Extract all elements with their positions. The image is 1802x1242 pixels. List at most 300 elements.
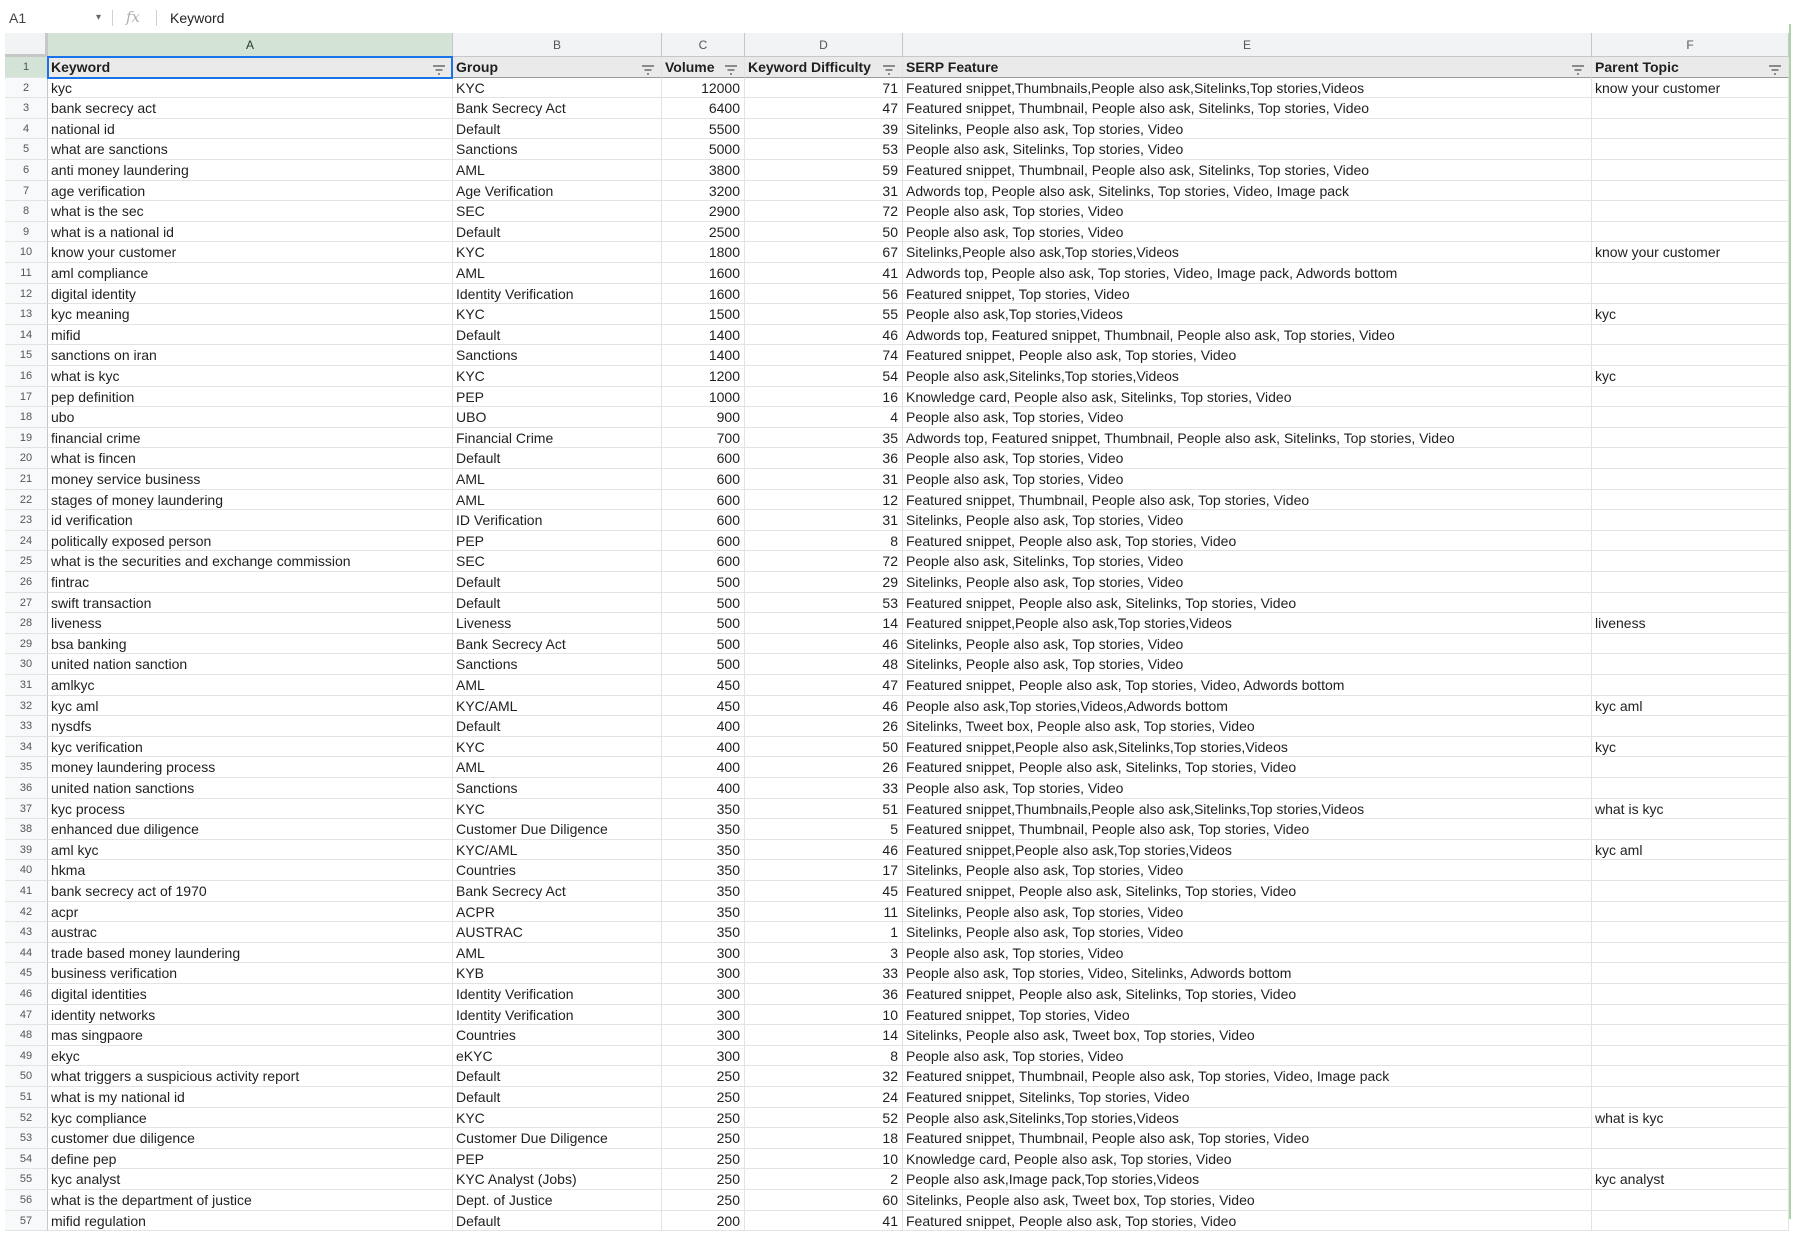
table-cell[interactable]: what are sanctions [48, 139, 453, 160]
table-cell[interactable]: national id [48, 119, 453, 140]
row-number[interactable]: 53 [5, 1128, 48, 1149]
table-cell[interactable]: 67 [745, 242, 903, 263]
table-cell[interactable]: Featured snippet, People also ask, Sitelinks, Top stories, Video [903, 984, 1592, 1005]
table-cell[interactable] [1592, 634, 1789, 655]
table-cell[interactable]: KYC/AML [453, 696, 662, 717]
table-cell[interactable]: kyc [1592, 737, 1789, 758]
name-box[interactable]: A1 [9, 10, 27, 26]
table-cell[interactable]: Featured snippet, People also ask, Top stories, Video [903, 1211, 1592, 1232]
header-cell-d[interactable] [745, 57, 903, 78]
table-cell[interactable]: 18 [745, 1128, 903, 1149]
table-cell[interactable] [1592, 510, 1789, 531]
table-cell[interactable]: kyc aml [48, 696, 453, 717]
row-number[interactable]: 29 [5, 634, 48, 655]
table-cell[interactable]: 700 [662, 428, 745, 449]
table-cell[interactable]: aml kyc [48, 840, 453, 861]
table-cell[interactable] [1592, 1149, 1789, 1170]
table-cell[interactable]: 1200 [662, 366, 745, 387]
table-cell[interactable]: 400 [662, 737, 745, 758]
table-cell[interactable]: 74 [745, 345, 903, 366]
table-cell[interactable]: 250 [662, 1128, 745, 1149]
table-cell[interactable]: what is the sec [48, 201, 453, 222]
table-cell[interactable]: 1800 [662, 242, 745, 263]
table-cell[interactable]: 900 [662, 407, 745, 428]
table-cell[interactable]: 250 [662, 1190, 745, 1211]
table-cell[interactable]: AML [453, 757, 662, 778]
table-cell[interactable]: united nation sanctions [48, 778, 453, 799]
table-cell[interactable]: Sitelinks, People also ask, Tweet box, Top stories, Video [903, 1190, 1592, 1211]
table-cell[interactable] [1592, 551, 1789, 572]
row-number[interactable]: 13 [5, 304, 48, 325]
table-cell[interactable]: Default [453, 222, 662, 243]
table-cell[interactable]: 400 [662, 778, 745, 799]
table-cell[interactable]: kyc compliance [48, 1108, 453, 1129]
table-cell[interactable]: People also ask, Top stories, Video [903, 778, 1592, 799]
table-cell[interactable]: 47 [745, 98, 903, 119]
table-cell[interactable]: Default [453, 1066, 662, 1087]
table-cell[interactable]: enhanced due diligence [48, 819, 453, 840]
table-cell[interactable]: 50 [745, 737, 903, 758]
table-cell[interactable]: financial crime [48, 428, 453, 449]
table-cell[interactable]: 250 [662, 1087, 745, 1108]
table-cell[interactable]: 54 [745, 366, 903, 387]
row-number[interactable]: 24 [5, 531, 48, 552]
table-cell[interactable]: 600 [662, 531, 745, 552]
row-number[interactable]: 47 [5, 1005, 48, 1026]
row-number[interactable]: 50 [5, 1066, 48, 1087]
row-number[interactable]: 30 [5, 654, 48, 675]
table-cell[interactable]: Customer Due Diligence [453, 819, 662, 840]
table-cell[interactable]: mifid regulation [48, 1211, 453, 1232]
table-cell[interactable]: 41 [745, 263, 903, 284]
table-cell[interactable]: 500 [662, 613, 745, 634]
table-cell[interactable]: KYC [453, 1108, 662, 1129]
table-cell[interactable] [1592, 490, 1789, 511]
table-cell[interactable]: SEC [453, 551, 662, 572]
table-cell[interactable]: 41 [745, 1211, 903, 1232]
row-number[interactable]: 6 [5, 160, 48, 181]
table-cell[interactable] [1592, 407, 1789, 428]
table-cell[interactable]: Knowledge card, People also ask, Top stories, Video [903, 1149, 1592, 1170]
row-number[interactable]: 31 [5, 675, 48, 696]
table-cell[interactable]: kyc [1592, 366, 1789, 387]
table-cell[interactable]: Featured snippet, Thumbnail, People also ask, Top stories, Video [903, 490, 1592, 511]
table-cell[interactable]: customer due diligence [48, 1128, 453, 1149]
table-cell[interactable] [1592, 428, 1789, 449]
row-number[interactable]: 28 [5, 613, 48, 634]
column-header-c[interactable]: C [662, 33, 745, 57]
table-cell[interactable]: 11 [745, 902, 903, 923]
table-cell[interactable]: KYC Analyst (Jobs) [453, 1169, 662, 1190]
row-number[interactable]: 1 [5, 57, 48, 78]
table-cell[interactable]: 2 [745, 1169, 903, 1190]
table-cell[interactable]: 12000 [662, 78, 745, 99]
table-cell[interactable]: 1400 [662, 345, 745, 366]
table-cell[interactable]: ubo [48, 407, 453, 428]
row-number[interactable]: 57 [5, 1211, 48, 1232]
table-cell[interactable]: Default [453, 448, 662, 469]
table-cell[interactable]: 600 [662, 551, 745, 572]
table-cell[interactable] [1592, 469, 1789, 490]
table-cell[interactable] [1592, 448, 1789, 469]
table-cell[interactable] [1592, 1025, 1789, 1046]
table-cell[interactable]: Adwords top, Featured snippet, Thumbnail, People also ask, Top stories, Video [903, 325, 1592, 346]
table-cell[interactable]: Default [453, 593, 662, 614]
table-cell[interactable]: KYC [453, 242, 662, 263]
table-cell[interactable]: Sitelinks, People also ask, Tweet box, Top stories, Video [903, 1025, 1592, 1046]
table-cell[interactable]: Featured snippet, Thumbnail, People also ask, Sitelinks, Top stories, Video [903, 160, 1592, 181]
table-cell[interactable]: 350 [662, 860, 745, 881]
table-cell[interactable]: fintrac [48, 572, 453, 593]
table-cell[interactable]: 3200 [662, 181, 745, 202]
table-cell[interactable] [1592, 881, 1789, 902]
table-cell[interactable]: 1000 [662, 387, 745, 408]
table-cell[interactable]: 2500 [662, 222, 745, 243]
table-cell[interactable]: 350 [662, 922, 745, 943]
table-cell[interactable]: Featured snippet, Thumbnail, People also ask, Top stories, Video [903, 1128, 1592, 1149]
table-cell[interactable]: People also ask, Sitelinks, Top stories, Video [903, 551, 1592, 572]
table-cell[interactable]: Featured snippet, Thumbnail, People also ask, Sitelinks, Top stories, Video [903, 98, 1592, 119]
table-cell[interactable]: 14 [745, 1025, 903, 1046]
table-cell[interactable]: Featured snippet, People also ask, Sitelinks, Top stories, Video [903, 593, 1592, 614]
table-cell[interactable]: Sitelinks,People also ask,Top stories,Videos [903, 242, 1592, 263]
table-cell[interactable]: ekyc [48, 1046, 453, 1067]
table-cell[interactable]: 200 [662, 1211, 745, 1232]
header-cell-f[interactable] [1592, 57, 1789, 78]
table-cell[interactable] [1592, 345, 1789, 366]
table-cell[interactable]: Featured snippet, Top stories, Video [903, 1005, 1592, 1026]
table-cell[interactable]: 500 [662, 572, 745, 593]
row-number[interactable]: 8 [5, 201, 48, 222]
header-cell-a[interactable] [48, 57, 453, 78]
table-cell[interactable]: Bank Secrecy Act [453, 881, 662, 902]
row-number[interactable]: 10 [5, 242, 48, 263]
table-cell[interactable]: People also ask, Top stories, Video [903, 222, 1592, 243]
row-number[interactable]: 7 [5, 181, 48, 202]
table-cell[interactable]: 39 [745, 119, 903, 140]
row-number[interactable]: 4 [5, 119, 48, 140]
table-cell[interactable]: 400 [662, 716, 745, 737]
table-cell[interactable] [1592, 1005, 1789, 1026]
table-cell[interactable]: amlkyc [48, 675, 453, 696]
table-cell[interactable]: ID Verification [453, 510, 662, 531]
row-number[interactable]: 43 [5, 922, 48, 943]
table-cell[interactable]: 53 [745, 139, 903, 160]
row-number[interactable]: 21 [5, 469, 48, 490]
table-cell[interactable]: PEP [453, 387, 662, 408]
row-number[interactable]: 45 [5, 963, 48, 984]
table-cell[interactable]: 250 [662, 1066, 745, 1087]
row-number[interactable]: 37 [5, 799, 48, 820]
row-number[interactable]: 38 [5, 819, 48, 840]
table-cell[interactable]: AML [453, 490, 662, 511]
table-cell[interactable]: what is the securities and exchange commission [48, 551, 453, 572]
table-cell[interactable]: pep definition [48, 387, 453, 408]
table-cell[interactable]: PEP [453, 1149, 662, 1170]
row-number[interactable]: 3 [5, 98, 48, 119]
table-cell[interactable]: kyc analyst [1592, 1169, 1789, 1190]
table-cell[interactable]: know your customer [1592, 78, 1789, 99]
table-cell[interactable]: AML [453, 943, 662, 964]
table-cell[interactable]: Financial Crime [453, 428, 662, 449]
table-cell[interactable]: 2900 [662, 201, 745, 222]
table-cell[interactable]: austrac [48, 922, 453, 943]
table-cell[interactable]: united nation sanction [48, 654, 453, 675]
table-cell[interactable] [1592, 1046, 1789, 1067]
table-cell[interactable]: Identity Verification [453, 1005, 662, 1026]
table-cell[interactable]: Adwords top, People also ask, Top stories, Video, Image pack, Adwords bottom [903, 263, 1592, 284]
filter-icon[interactable] [724, 61, 738, 73]
table-cell[interactable]: 31 [745, 469, 903, 490]
table-cell[interactable]: 300 [662, 1046, 745, 1067]
table-cell[interactable]: Bank Secrecy Act [453, 98, 662, 119]
filter-icon[interactable] [1571, 61, 1585, 73]
header-cell-c[interactable] [662, 57, 745, 78]
row-number[interactable]: 2 [5, 78, 48, 99]
table-cell[interactable]: 1600 [662, 263, 745, 284]
table-cell[interactable] [1592, 387, 1789, 408]
table-cell[interactable]: AUSTRAC [453, 922, 662, 943]
table-cell[interactable]: People also ask,Sitelinks,Top stories,Videos [903, 366, 1592, 387]
table-cell[interactable]: 52 [745, 1108, 903, 1129]
column-header-f[interactable]: F [1592, 33, 1789, 57]
table-cell[interactable]: 36 [745, 448, 903, 469]
table-cell[interactable]: bsa banking [48, 634, 453, 655]
table-cell[interactable]: Sitelinks, People also ask, Top stories, Video [903, 654, 1592, 675]
row-number[interactable]: 9 [5, 222, 48, 243]
filter-icon[interactable] [432, 61, 446, 73]
table-cell[interactable]: Dept. of Justice [453, 1190, 662, 1211]
table-cell[interactable]: 8 [745, 1046, 903, 1067]
table-cell[interactable] [1592, 984, 1789, 1005]
table-cell[interactable]: 600 [662, 469, 745, 490]
table-cell[interactable] [1592, 902, 1789, 923]
table-cell[interactable]: AML [453, 263, 662, 284]
table-cell[interactable]: KYC [453, 366, 662, 387]
chevron-down-icon[interactable]: ▾ [96, 12, 102, 23]
table-cell[interactable] [1592, 181, 1789, 202]
table-cell[interactable]: politically exposed person [48, 531, 453, 552]
table-cell[interactable] [1592, 98, 1789, 119]
row-number[interactable]: 12 [5, 284, 48, 305]
table-cell[interactable]: Featured snippet, People also ask, Top stories, Video, Adwords bottom [903, 675, 1592, 696]
row-number[interactable]: 48 [5, 1025, 48, 1046]
formula-input[interactable]: Keyword [170, 10, 225, 26]
table-cell[interactable]: identity networks [48, 1005, 453, 1026]
table-cell[interactable]: 55 [745, 304, 903, 325]
table-cell[interactable]: 300 [662, 1005, 745, 1026]
table-cell[interactable] [1592, 922, 1789, 943]
column-header-d[interactable]: D [745, 33, 903, 57]
row-number[interactable]: 55 [5, 1169, 48, 1190]
table-cell[interactable]: People also ask,Image pack,Top stories,Videos [903, 1169, 1592, 1190]
table-cell[interactable]: 46 [745, 840, 903, 861]
table-cell[interactable]: Sanctions [453, 654, 662, 675]
table-cell[interactable]: 600 [662, 448, 745, 469]
table-cell[interactable]: 1 [745, 922, 903, 943]
table-cell[interactable]: People also ask, Sitelinks, Top stories, Video [903, 139, 1592, 160]
table-cell[interactable]: Customer Due Diligence [453, 1128, 662, 1149]
table-cell[interactable]: 48 [745, 654, 903, 675]
row-number[interactable]: 19 [5, 428, 48, 449]
table-cell[interactable]: 250 [662, 1169, 745, 1190]
table-cell[interactable]: 300 [662, 1025, 745, 1046]
table-cell[interactable]: 300 [662, 984, 745, 1005]
table-cell[interactable]: People also ask, Top stories, Video [903, 407, 1592, 428]
table-cell[interactable]: kyc verification [48, 737, 453, 758]
table-cell[interactable]: kyc process [48, 799, 453, 820]
row-number[interactable]: 33 [5, 716, 48, 737]
table-cell[interactable]: digital identity [48, 284, 453, 305]
table-cell[interactable] [1592, 963, 1789, 984]
table-cell[interactable]: liveness [48, 613, 453, 634]
table-cell[interactable]: Sitelinks, People also ask, Top stories, Video [903, 902, 1592, 923]
table-cell[interactable]: 350 [662, 902, 745, 923]
table-cell[interactable]: Sitelinks, People also ask, Top stories, Video [903, 572, 1592, 593]
row-number[interactable]: 32 [5, 696, 48, 717]
table-cell[interactable]: kyc [1592, 304, 1789, 325]
table-cell[interactable]: money laundering process [48, 757, 453, 778]
column-header-a[interactable]: A [48, 33, 453, 57]
table-cell[interactable]: Featured snippet, Top stories, Video [903, 284, 1592, 305]
table-cell[interactable] [1592, 716, 1789, 737]
table-cell[interactable]: Sitelinks, People also ask, Top stories, Video [903, 634, 1592, 655]
table-cell[interactable]: 400 [662, 757, 745, 778]
table-cell[interactable]: People also ask, Top stories, Video [903, 943, 1592, 964]
row-number[interactable]: 36 [5, 778, 48, 799]
table-cell[interactable]: Sanctions [453, 345, 662, 366]
select-all-corner[interactable] [5, 33, 48, 57]
table-cell[interactable]: AML [453, 469, 662, 490]
table-cell[interactable]: id verification [48, 510, 453, 531]
row-number[interactable]: 51 [5, 1087, 48, 1108]
filter-icon[interactable] [1768, 61, 1782, 73]
table-cell[interactable]: 29 [745, 572, 903, 593]
row-number[interactable]: 44 [5, 943, 48, 964]
table-cell[interactable]: mas singpaore [48, 1025, 453, 1046]
table-cell[interactable]: 31 [745, 181, 903, 202]
table-cell[interactable] [1592, 1128, 1789, 1149]
table-cell[interactable]: kyc aml [1592, 840, 1789, 861]
row-number[interactable]: 23 [5, 510, 48, 531]
row-number[interactable]: 52 [5, 1108, 48, 1129]
table-cell[interactable]: Sitelinks, People also ask, Top stories, Video [903, 860, 1592, 881]
table-cell[interactable]: Knowledge card, People also ask, Sitelinks, Top stories, Video [903, 387, 1592, 408]
table-cell[interactable]: eKYC [453, 1046, 662, 1067]
row-number[interactable]: 11 [5, 263, 48, 284]
table-cell[interactable]: hkma [48, 860, 453, 881]
table-cell[interactable]: Default [453, 716, 662, 737]
table-cell[interactable]: 33 [745, 778, 903, 799]
table-cell[interactable] [1592, 1211, 1789, 1232]
table-cell[interactable]: age verification [48, 181, 453, 202]
table-cell[interactable]: stages of money laundering [48, 490, 453, 511]
table-cell[interactable]: 4 [745, 407, 903, 428]
row-number[interactable]: 25 [5, 551, 48, 572]
table-cell[interactable]: Featured snippet, People also ask, Top stories, Video [903, 531, 1592, 552]
table-cell[interactable]: 36 [745, 984, 903, 1005]
table-cell[interactable]: 12 [745, 490, 903, 511]
table-cell[interactable]: 71 [745, 78, 903, 99]
row-number[interactable]: 35 [5, 757, 48, 778]
table-cell[interactable]: 8 [745, 531, 903, 552]
table-cell[interactable] [1592, 325, 1789, 346]
table-cell[interactable]: what is my national id [48, 1087, 453, 1108]
table-cell[interactable] [1592, 222, 1789, 243]
table-cell[interactable]: Default [453, 119, 662, 140]
row-number[interactable]: 27 [5, 593, 48, 614]
table-cell[interactable]: acpr [48, 902, 453, 923]
table-cell[interactable]: kyc analyst [48, 1169, 453, 1190]
table-cell[interactable]: Default [453, 1087, 662, 1108]
table-cell[interactable]: People also ask,Sitelinks,Top stories,Videos [903, 1108, 1592, 1129]
table-cell[interactable]: Identity Verification [453, 284, 662, 305]
table-cell[interactable]: know your customer [48, 242, 453, 263]
table-cell[interactable]: 1400 [662, 325, 745, 346]
row-number[interactable]: 40 [5, 860, 48, 881]
table-cell[interactable]: mifid [48, 325, 453, 346]
table-cell[interactable]: 72 [745, 551, 903, 572]
table-cell[interactable]: UBO [453, 407, 662, 428]
table-cell[interactable]: Featured snippet, Thumbnail, People also ask, Top stories, Video, Image pack [903, 1066, 1592, 1087]
row-number[interactable]: 20 [5, 448, 48, 469]
table-cell[interactable]: Bank Secrecy Act [453, 634, 662, 655]
table-cell[interactable]: 600 [662, 490, 745, 511]
table-cell[interactable]: 16 [745, 387, 903, 408]
table-cell[interactable]: Featured snippet,People also ask,Top stories,Videos [903, 613, 1592, 634]
table-cell[interactable]: 350 [662, 881, 745, 902]
table-cell[interactable]: 450 [662, 675, 745, 696]
table-cell[interactable] [1592, 1087, 1789, 1108]
header-cell-e[interactable] [903, 57, 1592, 78]
table-cell[interactable] [1592, 654, 1789, 675]
table-cell[interactable]: 60 [745, 1190, 903, 1211]
table-cell[interactable] [1592, 284, 1789, 305]
table-cell[interactable]: 450 [662, 696, 745, 717]
table-cell[interactable]: 47 [745, 675, 903, 696]
table-cell[interactable]: Featured snippet, People also ask, Sitelinks, Top stories, Video [903, 881, 1592, 902]
table-cell[interactable]: 31 [745, 510, 903, 531]
table-cell[interactable] [1592, 1190, 1789, 1211]
table-cell[interactable]: Adwords top, Featured snippet, Thumbnail, People also ask, Sitelinks, Top stories, Video [903, 428, 1592, 449]
table-cell[interactable]: aml compliance [48, 263, 453, 284]
table-cell[interactable]: 6400 [662, 98, 745, 119]
table-cell[interactable]: what is fincen [48, 448, 453, 469]
table-cell[interactable]: SEC [453, 201, 662, 222]
table-cell[interactable]: 46 [745, 634, 903, 655]
table-cell[interactable]: 350 [662, 799, 745, 820]
table-cell[interactable]: 500 [662, 634, 745, 655]
table-cell[interactable]: KYC [453, 799, 662, 820]
table-cell[interactable]: 250 [662, 1108, 745, 1129]
table-cell[interactable]: ACPR [453, 902, 662, 923]
table-cell[interactable]: money service business [48, 469, 453, 490]
row-number[interactable]: 54 [5, 1149, 48, 1170]
table-cell[interactable]: KYC/AML [453, 840, 662, 861]
table-cell[interactable]: 26 [745, 757, 903, 778]
table-cell[interactable]: Featured snippet,Thumbnails,People also ask,Sitelinks,Top stories,Videos [903, 799, 1592, 820]
table-cell[interactable] [1592, 757, 1789, 778]
table-cell[interactable]: 35 [745, 428, 903, 449]
table-cell[interactable] [1592, 860, 1789, 881]
table-cell[interactable]: 300 [662, 963, 745, 984]
table-cell[interactable]: Featured snippet, People also ask, Top stories, Video [903, 345, 1592, 366]
row-number[interactable]: 41 [5, 881, 48, 902]
table-cell[interactable] [1592, 160, 1789, 181]
row-number[interactable]: 34 [5, 737, 48, 758]
table-cell[interactable]: PEP [453, 531, 662, 552]
table-cell[interactable]: KYC [453, 304, 662, 325]
